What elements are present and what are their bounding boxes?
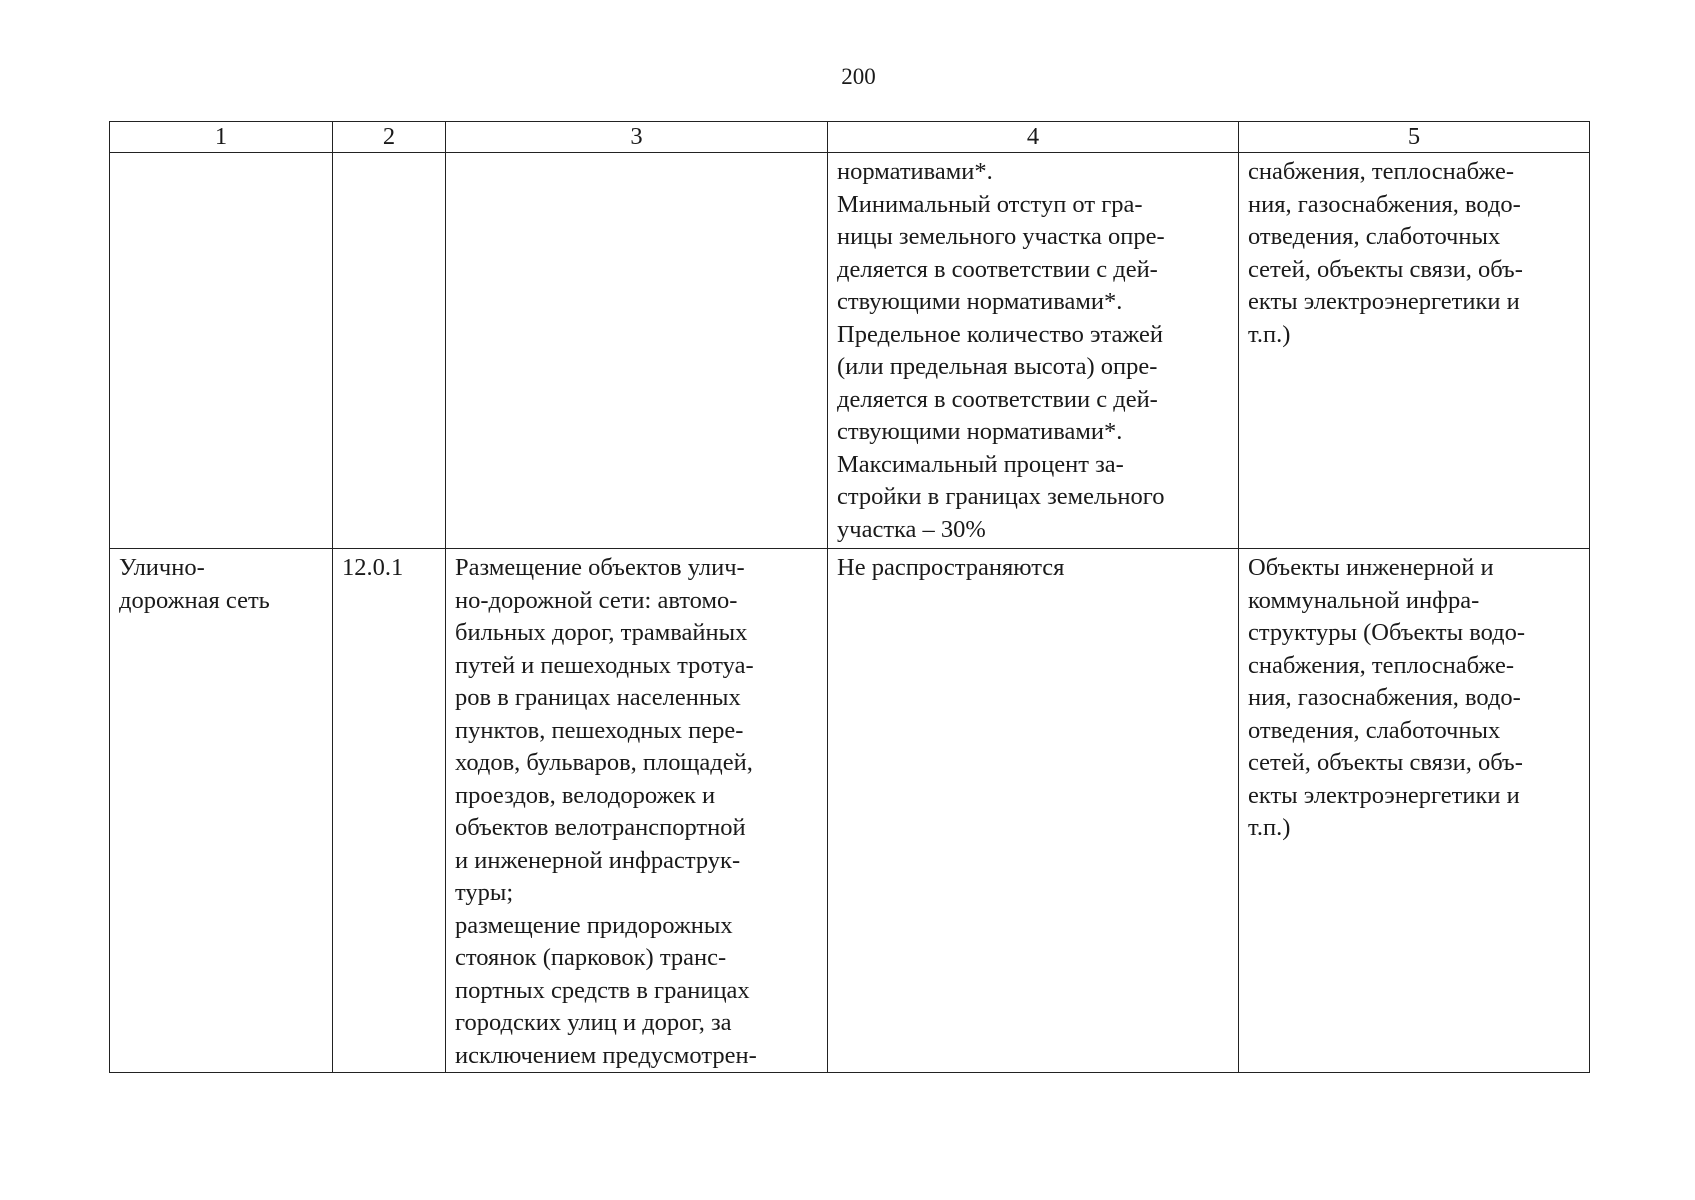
table-header-row — [110, 122, 1590, 153]
column-header-1: 1 — [110, 122, 333, 153]
table-cell-name: Улично- дорожная сеть — [110, 549, 333, 1073]
table-cell-code: 12.0.1 — [333, 549, 446, 1073]
table-cell-name — [110, 153, 333, 549]
column-header-5: 5 — [1239, 122, 1590, 153]
page-number: 200 — [841, 64, 876, 89]
table-cell-description — [446, 153, 828, 549]
regulations-table — [109, 121, 1590, 1073]
table-cell-code — [333, 153, 446, 549]
table-cell-auxiliary-uses: Объекты инженерной и коммунальной инфра- структуры (Объекты водо- снабжения, теплоснабже- ния, газоснабжения, водо- отведения, слаботочных сетей, объекты связи, объ- екты электроэнергетики и т.п.) — [1239, 549, 1590, 1073]
table-cell-parameters: нормативами*. Минимальный отступ от гра- ницы земельного участка опре- деляется в соответствии с дей- ствующими нормативами*. Предельное количество этажей (или предельная высота) опре- деляется в соответствии с дей- ствующими нормативами*. Максимальный процент за- стройки в границах земельного участка – 30% — [828, 153, 1239, 549]
table-row — [110, 549, 1590, 1073]
table-cell-description: Размещение объектов улич- но-дорожной сети: автомо- бильных дорог, трамвайных путей и пешеходных тротуа- ров в границах населенных пунктов, пешеходных пере- ходов, бульваров, площадей, проездов, велодорожек и объектов велотранспортной и инженерной инфраструк- туры; размещение придорожных стоянок (парковок) транс- портных средств в границах городских улиц и дорог, за исключением предусмотрен- — [446, 549, 828, 1073]
column-header-2: 2 — [333, 122, 446, 153]
table-cell-parameters: Не распространяются — [828, 549, 1239, 1073]
table-cell-auxiliary-uses: снабжения, теплоснабже- ния, газоснабжения, водо- отведения, слаботочных сетей, объекты связи, объ- екты электроэнергетики и т.п.) — [1239, 153, 1590, 549]
column-header-4: 4 — [828, 122, 1239, 153]
column-header-3: 3 — [446, 122, 828, 153]
table-row — [110, 153, 1590, 549]
